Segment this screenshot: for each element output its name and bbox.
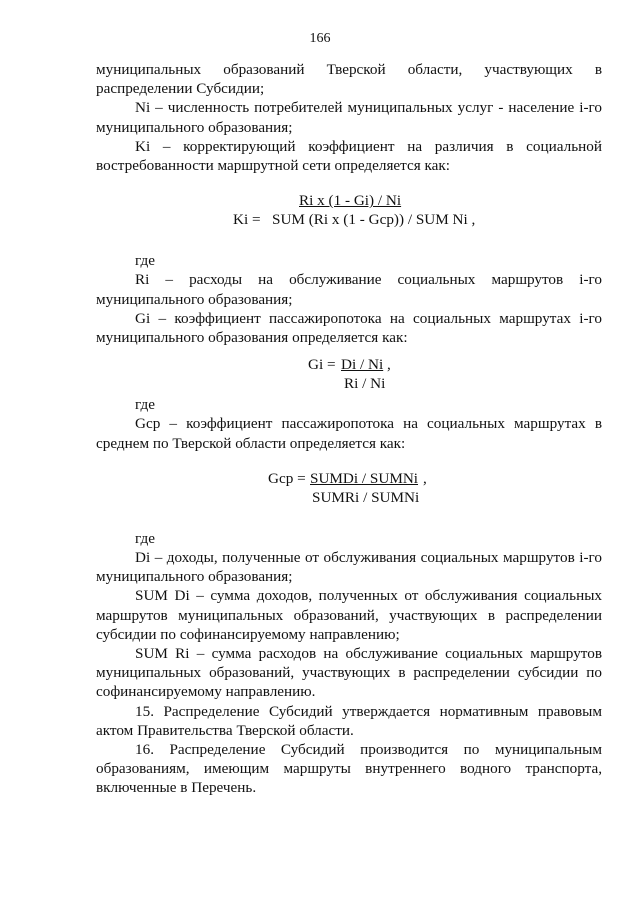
definition-gi: Gi – коэффициент пассажиропотока на социальных маршрутах i-го муниципального образования определяется как: — [96, 309, 602, 347]
clause-16: 16. Распределение Субсидий производится по муниципальным образованиям, имеющим маршруты внутреннего водного транспорта, включенные в Перечень. — [96, 741, 602, 797]
definition-gcp: Gcp – коэффициент пассажиропотока на социальных маршрутах в среднем по Тверской области определяется как: — [96, 415, 602, 452]
formula-gi-lhs: Gi = — [308, 356, 336, 374]
definition-ni: Ni – численность потребителей муниципальных услуг - население i-го муниципального образования; — [96, 99, 602, 136]
paragraph-continuation: муниципальных образований Тверской области, участвующих в распределении Субсидии; — [96, 61, 602, 98]
definition-ri: Ri – расходы на обслуживание социальных маршрутов i-го муниципального образования; — [96, 271, 602, 308]
definition-sum-di: SUM Di – сумма доходов, полученных от обслуживания социальных маршрутов муниципальных образований, участвующих в распределении субсидии по софинансируемому направлению; — [96, 587, 602, 643]
definition-sum-ri: SUM Ri – сумма расходов на обслуживание социальных маршрутов муниципальных образований, участвующих в распределении субсидии по софинансируемому направлению. — [96, 645, 602, 701]
definition-ki: Ki – корректирующий коэффициент на различия в социальной востребованности маршрутной сети определяется как: — [96, 137, 602, 175]
formula-ki-denominator: SUM (Ri x (1 - Gcp)) / SUM Ni , — [272, 211, 476, 229]
document-body — [96, 60, 602, 798]
formula-gcp — [96, 469, 602, 509]
page-number: 166 — [309, 31, 331, 46]
definition-di: Di – доходы, полученные от обслуживания социальных маршрутов i-го муниципального образования; — [96, 549, 602, 586]
formula-ki-lhs: Ki = — [233, 211, 261, 229]
formula-gcp-denominator: SUMRi / SUMNi — [312, 488, 420, 506]
formula-gcp-lhs: Gcp = — [268, 469, 306, 487]
formula-ki-numerator: Ri x (1 - Gi) / Ni — [299, 192, 402, 210]
formula-gi-numerator: Di / Ni — [341, 356, 384, 374]
where-label: где — [135, 396, 155, 414]
where-label: где — [135, 529, 155, 547]
formula-gi — [96, 355, 602, 395]
formula-gi-comma: , — [387, 356, 391, 374]
formula-gi-denominator: Ri / Ni — [344, 375, 386, 393]
clause-15: 15. Распределение Субсидий утверждается нормативным правовым актом Правительства Тверской области. — [96, 702, 602, 739]
formula-ki — [96, 191, 602, 231]
where-label: где — [135, 252, 155, 270]
formula-gcp-numerator: SUMDi / SUMNi — [310, 469, 419, 487]
formula-gcp-comma: , — [423, 469, 427, 487]
